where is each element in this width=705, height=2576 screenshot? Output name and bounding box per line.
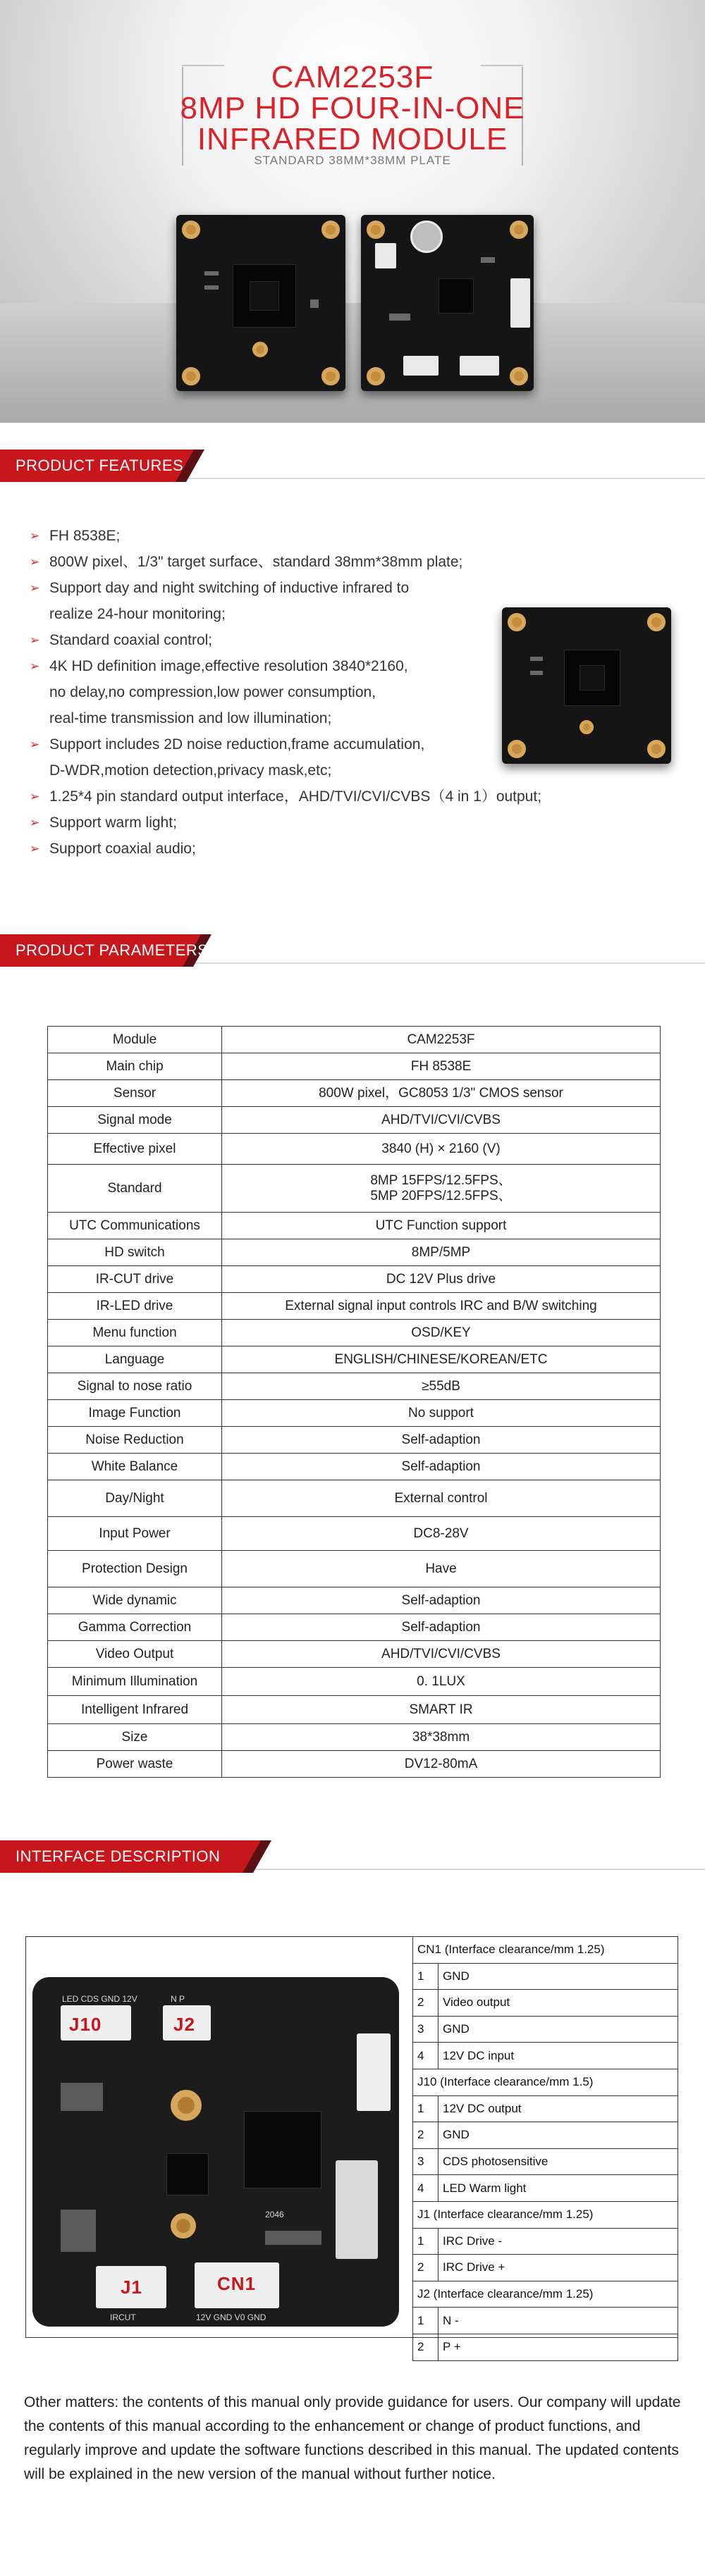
section-heading: INTERFACE DESCRIPTION [16, 1847, 221, 1865]
silk-bottom: 12V GND V0 GND [196, 2312, 266, 2322]
table-row: UTC Communications UTC Function support [48, 1213, 661, 1239]
feature-item: ➢ Standard coaxial control; [30, 627, 636, 653]
table-row: 2 Video output [413, 1990, 678, 2017]
table-row: CN1 (Interface clearance/mm 1.25) [413, 1937, 678, 1964]
arrow-icon: ➢ [30, 633, 40, 647]
table-row: Power waste DV12-80mA [48, 1751, 661, 1778]
section-banner-features [0, 450, 212, 482]
table-row: Noise Reduction Self-adaption [48, 1427, 661, 1454]
hero-title-line: 8MP HD FOUR-IN-ONE [180, 91, 525, 125]
feature-item: ➢ 1.25*4 pin standard output interface，AHD/TVI/CVI/CVBS（4 in 1）output; [30, 784, 636, 810]
silk-top: LED CDS GND 12V [62, 1994, 137, 2004]
parameters-table [47, 1026, 661, 1778]
interface-board-image [32, 1977, 399, 2327]
table-row: 1 12V DC output [413, 2095, 678, 2122]
sub-chip [166, 2153, 209, 2196]
label-j1: J1 [121, 2277, 142, 2298]
table-row: J2 (Interface clearance/mm 1.25) [413, 2281, 678, 2308]
table-row: 2 IRC Drive + [413, 2255, 678, 2281]
hero-title [0, 62, 705, 155]
label-cn1: CN1 [217, 2273, 257, 2294]
table-row: 1 IRC Drive - [413, 2228, 678, 2255]
table-row: Sensor 800W pixel，GC8053 1/3" CMOS sensor [48, 1080, 661, 1107]
table-row: 2 GND [413, 2122, 678, 2149]
silk-ircut: IRCUT [110, 2312, 136, 2322]
table-row: Day/Night External control [48, 1480, 661, 1517]
arrow-icon: ➢ [30, 790, 40, 803]
feature-item: ➢ Support includes 2D noise reduction,frame accumulation, D-WDR,motion detection,privacy mask,etc; [30, 731, 636, 784]
arrow-icon: ➢ [30, 529, 40, 543]
table-row: Input Power DC8-28V [48, 1517, 661, 1551]
table-row: 2 P + [413, 2334, 678, 2360]
section-banner-interface [0, 1840, 221, 1873]
interface-table [412, 1936, 678, 2361]
feature-item: ➢ Support warm light; [30, 810, 636, 836]
arrow-icon: ➢ [30, 816, 40, 829]
table-row: Language ENGLISH/CHINESE/KOREAN/ETC [48, 1346, 661, 1373]
silk-mark: 2046 [265, 2210, 284, 2219]
table-row: 3 CDS photosensitive [413, 2148, 678, 2175]
feature-item: ➢ Support coaxial audio; [30, 836, 636, 862]
table-row: 1 N - [413, 2308, 678, 2334]
connector-side-2 [336, 2160, 378, 2259]
arrow-icon: ➢ [30, 842, 40, 855]
main-chip [244, 2111, 321, 2188]
table-row: Standard 8MP 15FPS/12.5FPS、 5MP 20FPS/12.5FPS、 [48, 1165, 661, 1213]
table-row: Protection Design Have [48, 1551, 661, 1587]
table-row: J1 (Interface clearance/mm 1.25) [413, 2201, 678, 2228]
table-row: Module CAM2253F [48, 1027, 661, 1053]
table-row: Effective pixel 3840 (H) × 2160 (V) [48, 1134, 661, 1165]
feature-item: ➢ 4K HD definition image,effective resolution 3840*2160, no delay,no compression,low power consumption, real-time transmission and low illumination; [30, 653, 636, 731]
table-row: J10 (Interface clearance/mm 1.5) [413, 2069, 678, 2095]
table-row: Intelligent Infrared SMART IR [48, 1696, 661, 1724]
table-row: Main chip FH 8538E [48, 1053, 661, 1080]
table-row: Image Function No support [48, 1400, 661, 1427]
silk-j2: N P [171, 1994, 185, 2004]
arrow-icon: ➢ [30, 555, 40, 569]
board-feature-image [502, 607, 671, 764]
table-row: IR-CUT drive DC 12V Plus drive [48, 1266, 661, 1293]
connector-side [357, 2033, 391, 2111]
section-banner-parameters [0, 934, 212, 967]
label-j10: J10 [69, 2014, 102, 2035]
table-row: White Balance Self-adaption [48, 1454, 661, 1480]
feature-item: ➢ FH 8538E; [30, 523, 636, 549]
table-row: Wide dynamic Self-adaption [48, 1587, 661, 1614]
table-row: Gamma Correction Self-adaption [48, 1614, 661, 1641]
arrow-icon: ➢ [30, 660, 40, 673]
table-row: 3 GND [413, 2016, 678, 2043]
section-heading: PRODUCT PARAMETERS [16, 941, 209, 959]
section-heading: PRODUCT FEATURES [16, 457, 184, 474]
table-row: Signal mode AHD/TVI/CVI/CVBS [48, 1107, 661, 1134]
table-row: Minimum Illumination 0. 1LUX [48, 1668, 661, 1696]
table-row: Signal to nose ratio ≥55dB [48, 1373, 661, 1400]
hero-floor [0, 303, 705, 423]
feature-item: ➢ 800W pixel、1/3" target surface、standard 38mm*38mm plate; [30, 549, 636, 575]
label-j2: J2 [173, 2014, 195, 2035]
arrow-icon: ➢ [30, 738, 40, 751]
hero-subtitle: STANDARD 38MM*38MM PLATE [254, 154, 451, 167]
table-row: Video Output AHD/TVI/CVI/CVBS [48, 1641, 661, 1668]
arrow-icon: ➢ [30, 581, 40, 595]
table-row: 1 GND [413, 1963, 678, 1990]
notes-paragraph: Other matters: the contents of this manual only provide guidance for users. Our company will update the contents of this manual according to the enhancement or change of product functions, and regularly improve and update the software functions described in this manual. The updated contents will be explained in the new version of the manual without further notice. [24, 2394, 681, 2482]
board-back-image [361, 215, 534, 391]
board-front-image [176, 215, 345, 391]
table-row: 4 LED Warm light [413, 2175, 678, 2202]
table-row: HD switch 8MP/5MP [48, 1239, 661, 1266]
table-row: Menu function OSD/KEY [48, 1320, 661, 1346]
table-row: IR-LED drive External signal input controls IRC and B/W switching [48, 1293, 661, 1320]
feature-item: ➢ Support day and night switching of inductive infrared to realize 24-hour monitoring; [30, 575, 636, 627]
table-row: Size 38*38mm [48, 1724, 661, 1751]
table-row: 4 12V DC input [413, 2043, 678, 2069]
hero-title-line: INFRARED MODULE [197, 122, 508, 156]
hero-title-line: CAM2253F [271, 60, 434, 94]
hero-banner [0, 0, 705, 423]
